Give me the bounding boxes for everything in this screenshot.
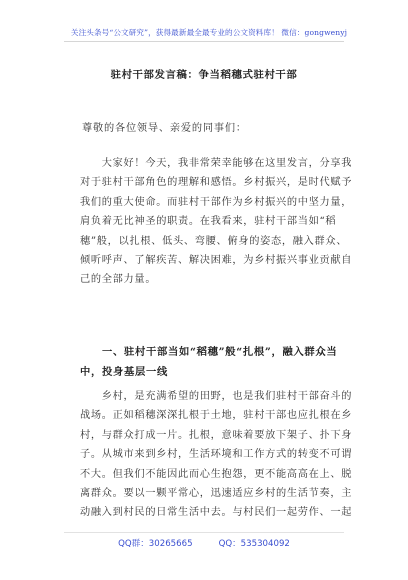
paragraph-line: 子。从城市来到乡村，生活环境和工作方式的转变不可谓 [80, 449, 353, 461]
paragraph-line: 我们的重大使命。而驻村干部作为乡村振兴的中坚力量， [80, 196, 353, 208]
section-heading [80, 342, 342, 382]
footer-qq-group: QQ群：30265665 [118, 539, 193, 549]
section-heading-line: 一、驻村干部当如“稻穗”般“扎根”，融入群众当 [80, 346, 338, 358]
paragraph-line: 倾听呼声、了解疾苦、解决困难，为乡村振兴事业贡献自 [80, 254, 353, 266]
paragraph-line: 肩负着无比神圣的职责。在我看来，驻村干部当如“稻 [80, 216, 337, 228]
section-heading-line: 中，投身基层一线 [80, 366, 168, 378]
footer-contact [0, 537, 408, 549]
footer-divider [64, 532, 344, 533]
greeting-line: 尊敬的各位领导、亲爱的同事们： [82, 123, 247, 134]
paragraph-line: 乡村，是充满希望的田野，也是我们驻村干部奋斗的 [80, 391, 353, 402]
paragraph-line: 离群众。要以一颗平常心，迅速适应乡村的生活节奏，主 [80, 487, 353, 499]
header-divider [64, 41, 344, 42]
paragraph-section1 [80, 387, 353, 523]
paragraph-line: 大家好！今天，我非常荣幸能够在这里发言，分享我 [80, 158, 353, 169]
paragraph-line: 不大。但我们不能因此而心生抱怨，更不能高高在上、脱 [80, 468, 353, 480]
header-banner: 关注头条号“公文研究”，获得最新最全最专业的公文资料库！ 微信：gongwenyj [70, 28, 348, 37]
footer-qq: QQ：535304092 [218, 539, 290, 549]
paragraph-line: 对于驻村干部角色的理解和感悟。乡村振兴，是时代赋予 [80, 177, 353, 189]
document-title: 驻村干部发言稿：争当稻穗式驻村干部 [110, 69, 298, 81]
paragraph-line: 战场。正如稻穗深深扎根于土地，驻村干部也应扎根在乡 [80, 410, 353, 422]
paragraph-intro [80, 154, 353, 290]
paragraph-line: 穗”般，以扎根、低头、弯腰、俯身的姿态，融入群众、 [80, 235, 348, 247]
paragraph-line: 村，与群众打成一片。扎根，意味着要放下架子、扑下身 [80, 429, 353, 441]
paragraph-line: 己的全部力量。 [80, 274, 157, 286]
paragraph-line: 动融入到村民的日常生活中去。与村民们一起劳作、一起 [80, 507, 353, 519]
